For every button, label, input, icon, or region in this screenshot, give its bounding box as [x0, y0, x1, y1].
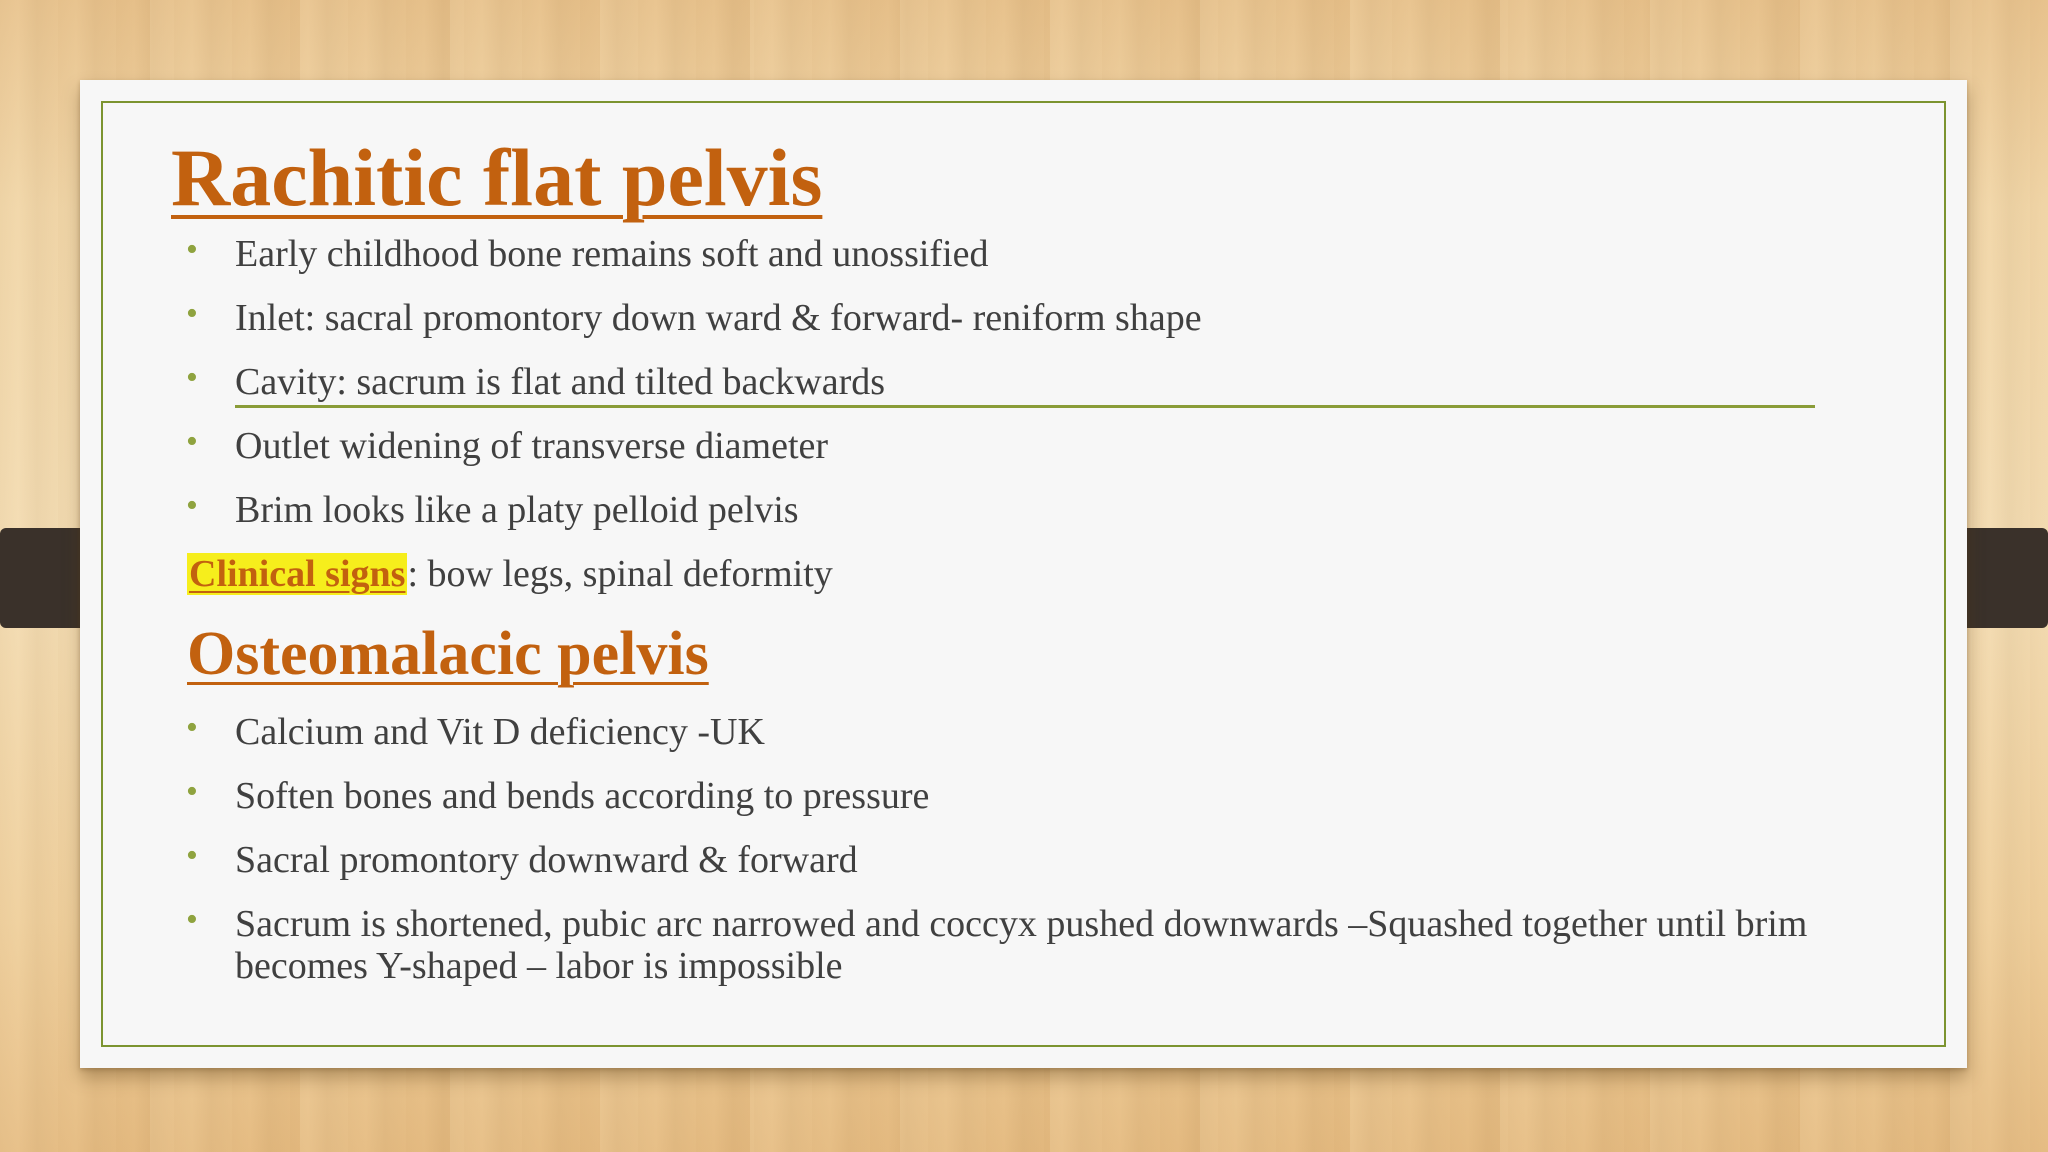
bullet-icon: •	[186, 231, 198, 268]
list-item: • Calcium and Vit D deficiency -UK	[186, 709, 765, 753]
bullet-icon: •	[186, 359, 198, 396]
list-item: • Brim looks like a platy pelloid pelvis	[186, 487, 799, 531]
clinical-signs-text: : bow legs, spinal deformity	[407, 553, 833, 595]
list-item: • Early childhood bone remains soft and unossified	[186, 231, 989, 275]
list-item: • Outlet widening of transverse diameter	[186, 423, 829, 467]
list-item: • Soften bones and bends according to pressure	[186, 773, 930, 817]
list-item: • Sacral promontory downward & forward	[186, 837, 858, 881]
bullet-icon: •	[186, 901, 198, 938]
bullet-icon: •	[186, 773, 198, 810]
bullet-icon: •	[186, 837, 198, 874]
section-title: Osteomalacic pelvis	[187, 620, 709, 688]
list-item: • Cavity: sacrum is flat and tilted backwards	[186, 359, 886, 403]
list-item: • Inlet: sacral promontory down ward & forward- reniform shape	[186, 295, 1202, 339]
clinical-signs-line	[187, 551, 833, 597]
bullet-icon: •	[186, 709, 198, 746]
divider-line	[235, 405, 1815, 408]
list-item: • Sacrum is shortened, pubic arc narrowed and coccyx pushed downwards –Squashed together until brim becomes Y-shaped – labor is impossible	[186, 901, 1808, 987]
bullet-icon: •	[186, 295, 198, 332]
bullet-icon: •	[186, 487, 198, 524]
slide-title: Rachitic flat pelvis	[171, 132, 823, 223]
clinical-signs-label: Clinical signs	[189, 553, 406, 595]
bullet-icon: •	[186, 423, 198, 460]
